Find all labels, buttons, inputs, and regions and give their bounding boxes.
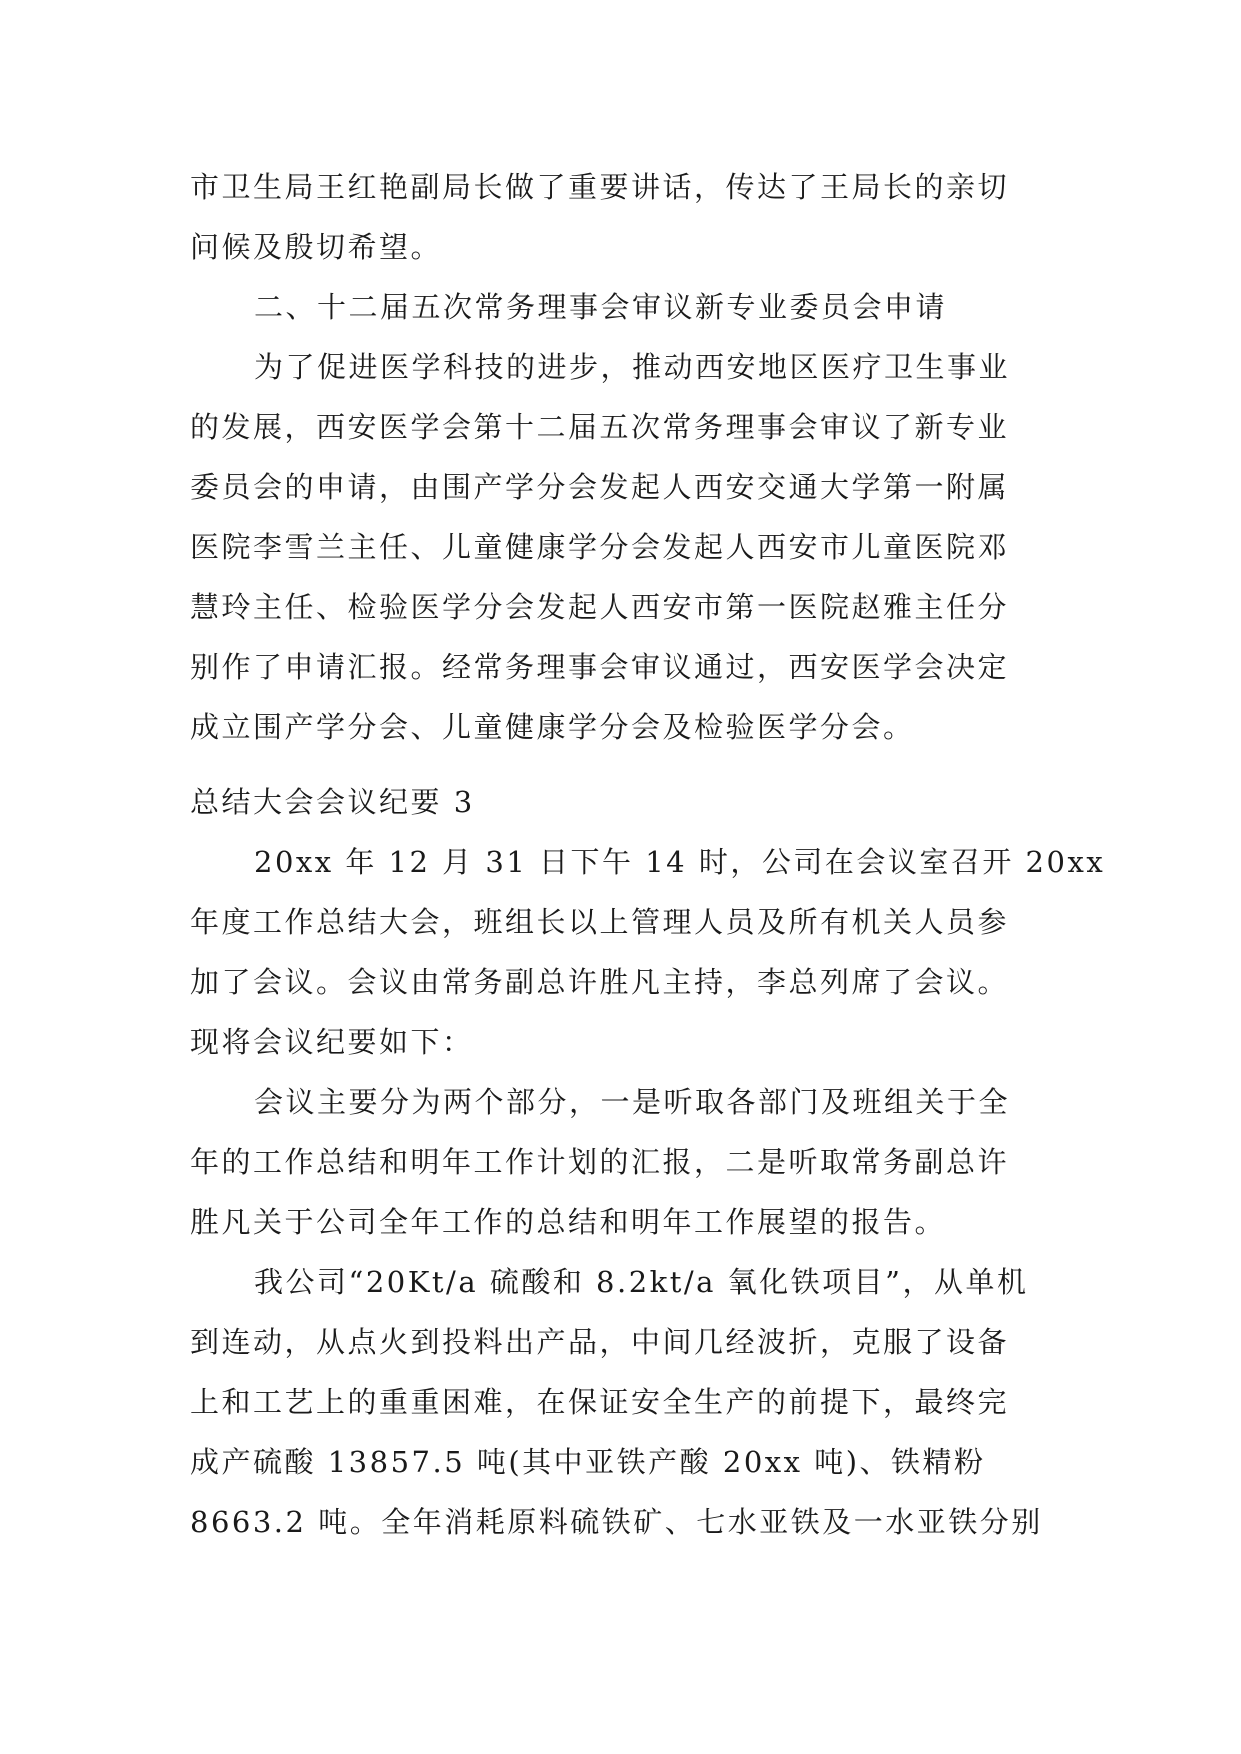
paragraph-line: 到连动，从点火到投料出产品，中间几经波折，克服了设备 [190,1325,1010,1359]
meeting-section-two [190,772,1106,1552]
paragraph-line: 上和工艺上的重重困难，在保证安全生产的前提下，最终完 [190,1385,1010,1419]
paragraph-line: 别作了申请汇报。经常务理事会审议通过，西安医学会决定 [190,650,1010,684]
paragraph-line: 加了会议。会议由常务副总许胜凡主持，李总列席了会议。 [190,965,1010,999]
paragraph-line: 我公司“20Kt/a 硫酸和 8.2kt/a 氧化铁项目”，从单机 [254,1265,1029,1299]
paragraph-line: 成产硫酸 13857.5 吨(其中亚铁产酸 20xx 吨)、铁精粉 [190,1445,986,1479]
paragraph-line: 的发展，西安医学会第十二届五次常务理事会审议了新专业 [190,410,1010,444]
paragraph-line: 年度工作总结大会，班组长以上管理人员及所有机关人员参 [190,905,1010,939]
paragraph-line: 胜凡关于公司全年工作的总结和明年工作展望的报告。 [190,1205,947,1239]
paragraph-line: 问候及殷切希望。 [190,230,443,264]
paragraph-line: 现将会议纪要如下： [190,1025,474,1059]
section-heading: 总结大会会议纪要 3 [190,785,475,819]
paragraph-line: 成立围产学分会、儿童健康学分会及检验医学分会。 [190,710,915,744]
paragraph-line: 20xx 年 12 月 31 日下午 14 时，公司在会议室召开 20xx [254,845,1106,879]
paragraph-line: 会议主要分为两个部分，一是听取各部门及班组关于全 [254,1085,1011,1119]
paragraph-line: 为了促进医学科技的进步，推动西安地区医疗卫生事业 [254,350,1011,384]
paragraph-line: 慧玲主任、检验医学分会发起人西安市第一医院赵雅主任分 [190,590,1010,624]
section-subheading: 二、十二届五次常务理事会审议新专业委员会申请 [254,290,948,324]
paragraph-line: 8663.2 吨。全年消耗原料硫铁矿、七水亚铁及一水亚铁分别 [190,1505,1043,1539]
meeting-section-one [190,157,1055,757]
paragraph-line: 年的工作总结和明年工作计划的汇报，二是听取常务副总许 [190,1145,1010,1179]
paragraph-line: 委员会的申请，由围产学分会发起人西安交通大学第一附属 [190,470,1010,504]
paragraph-line: 医院李雪兰主任、儿童健康学分会发起人西安市儿童医院邓 [190,530,1010,564]
paragraph-line: 市卫生局王红艳副局长做了重要讲话，传达了王局长的亲切 [190,170,1010,204]
